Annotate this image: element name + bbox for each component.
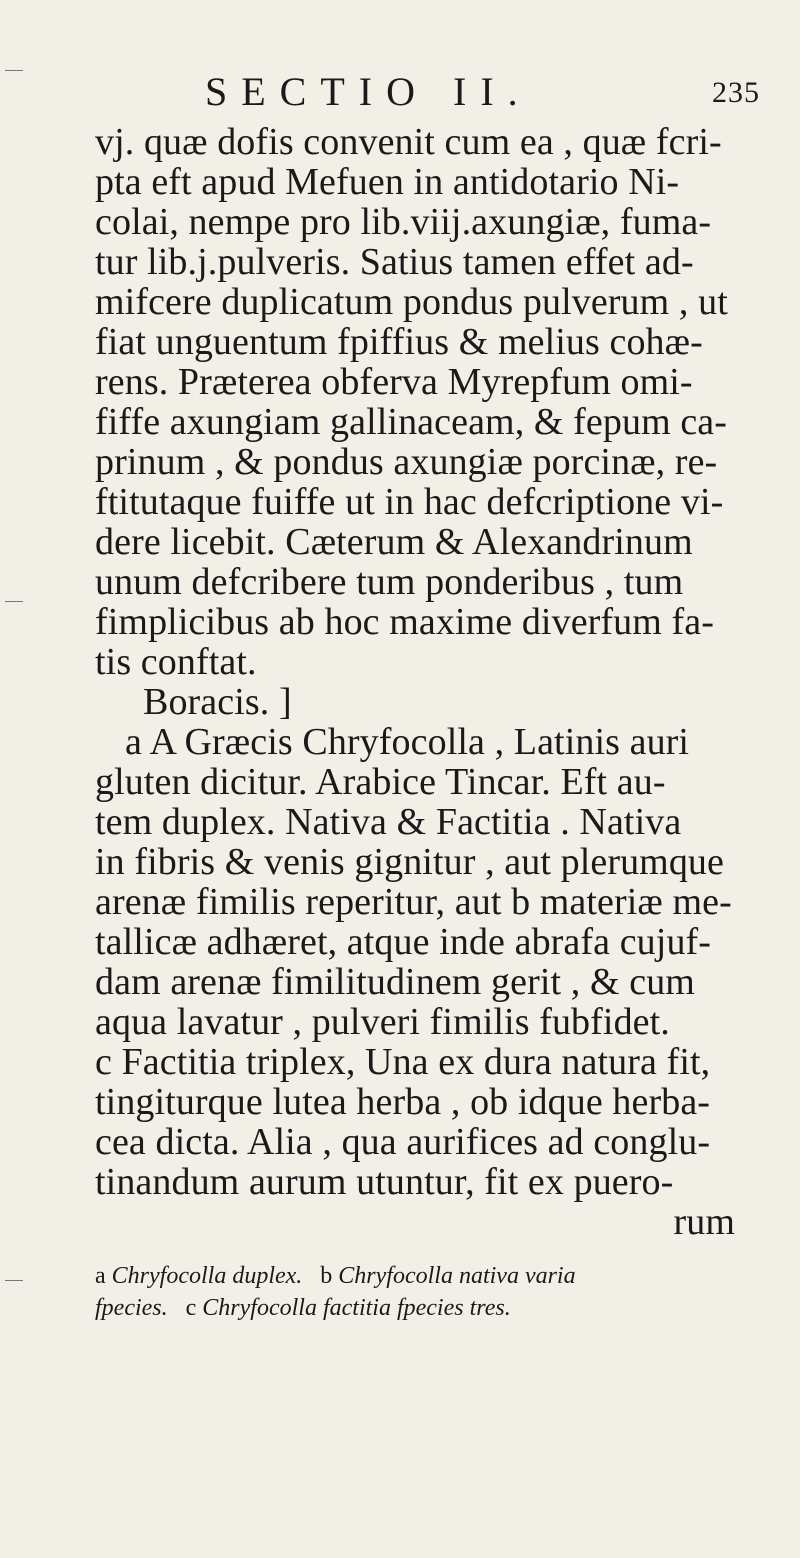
- footnote-line: [95, 1293, 735, 1325]
- margin-mark: [5, 70, 23, 71]
- text-line: gluten dicitur. Arabice Tincar. Eft au-: [95, 761, 666, 803]
- section-heading: Boracis. ]: [143, 681, 292, 723]
- text-line: cea dicta. Alia , qua aurifices ad conglu-: [95, 1121, 711, 1163]
- footnote-text: Chryfocolla duplex.: [111, 1263, 303, 1289]
- text-line: c Factitia triplex, Una ex dura natura fit,: [95, 1041, 711, 1083]
- text-line: tallicæ adhæret, atque inde abrafa cujuf-: [95, 921, 712, 963]
- page-header: [95, 69, 760, 122]
- text-line: fiat unguentum fpiffius & melius cohæ-: [95, 321, 703, 363]
- text-line: arenæ fimilis reperitur, aut b materiæ me-: [95, 881, 732, 923]
- page-text-block: [95, 69, 760, 1325]
- text-line: tingiturque lutea herba , ob idque herba-: [95, 1081, 711, 1123]
- text-line: tinandum aurum utuntur, fit ex puero-: [95, 1161, 674, 1203]
- running-head: SECTIO II.: [205, 69, 532, 114]
- text-line: a A Græcis Chryfocolla , Latinis auri: [125, 721, 690, 763]
- text-line: aqua lavatur , pulveri fimilis fubfidet.: [95, 1001, 670, 1043]
- text-line: vj. quæ dofis convenit cum ea , quæ fcri-: [95, 121, 722, 163]
- text-line: dere licebit. Cæterum & Alexandrinum: [95, 521, 693, 563]
- footnote-text: fpecies.: [95, 1295, 168, 1321]
- footnote-text: Chryfocolla nativa varia: [338, 1263, 576, 1289]
- text-line: tur lib.j.pulveris. Satius tamen effet ad-: [95, 241, 694, 283]
- text-line: tis conftat.: [95, 641, 257, 683]
- text-line: rens. Præterea obferva Myrepfum omi-: [95, 361, 693, 403]
- text-line: unum defcribere tum ponderibus , tum: [95, 561, 684, 603]
- text-line: mifcere duplicatum pondus pulverum , ut: [95, 281, 728, 323]
- footnotes: [95, 1261, 735, 1325]
- margin-mark: [5, 1280, 23, 1281]
- page-number: 235: [712, 76, 760, 109]
- text-line: ftitutaque fuiffe ut in hac defcriptione vi-: [95, 481, 724, 523]
- footnote-text: Chryfocolla factitia fpecies tres.: [202, 1295, 511, 1321]
- text-line: in fibris & venis gignitur , aut plerumque: [95, 841, 724, 883]
- main-text: [95, 122, 735, 1242]
- text-line: colai, nempe pro lib.viij.axungiæ, fuma-: [95, 201, 712, 243]
- footnote-marker: a: [95, 1263, 106, 1289]
- footnote-line: [95, 1261, 735, 1293]
- text-line: dam arenæ fimilitudinem gerit , & cum: [95, 961, 695, 1003]
- text-line: tem duplex. Nativa & Factitia . Nativa: [95, 801, 682, 843]
- text-line: pta eft apud Mefuen in antidotario Ni-: [95, 161, 680, 203]
- margin-mark: [5, 601, 23, 602]
- footnote-marker: c: [185, 1295, 197, 1321]
- catchword: rum: [673, 1201, 735, 1243]
- text-line: prinum , & pondus axungiæ porcinæ, re-: [95, 441, 718, 483]
- footnote-marker: b: [320, 1263, 333, 1289]
- text-line: fiffe axungiam gallinaceam, & fepum ca-: [95, 401, 728, 443]
- text-line: fimplicibus ab hoc maxime diverfum fa-: [95, 601, 714, 643]
